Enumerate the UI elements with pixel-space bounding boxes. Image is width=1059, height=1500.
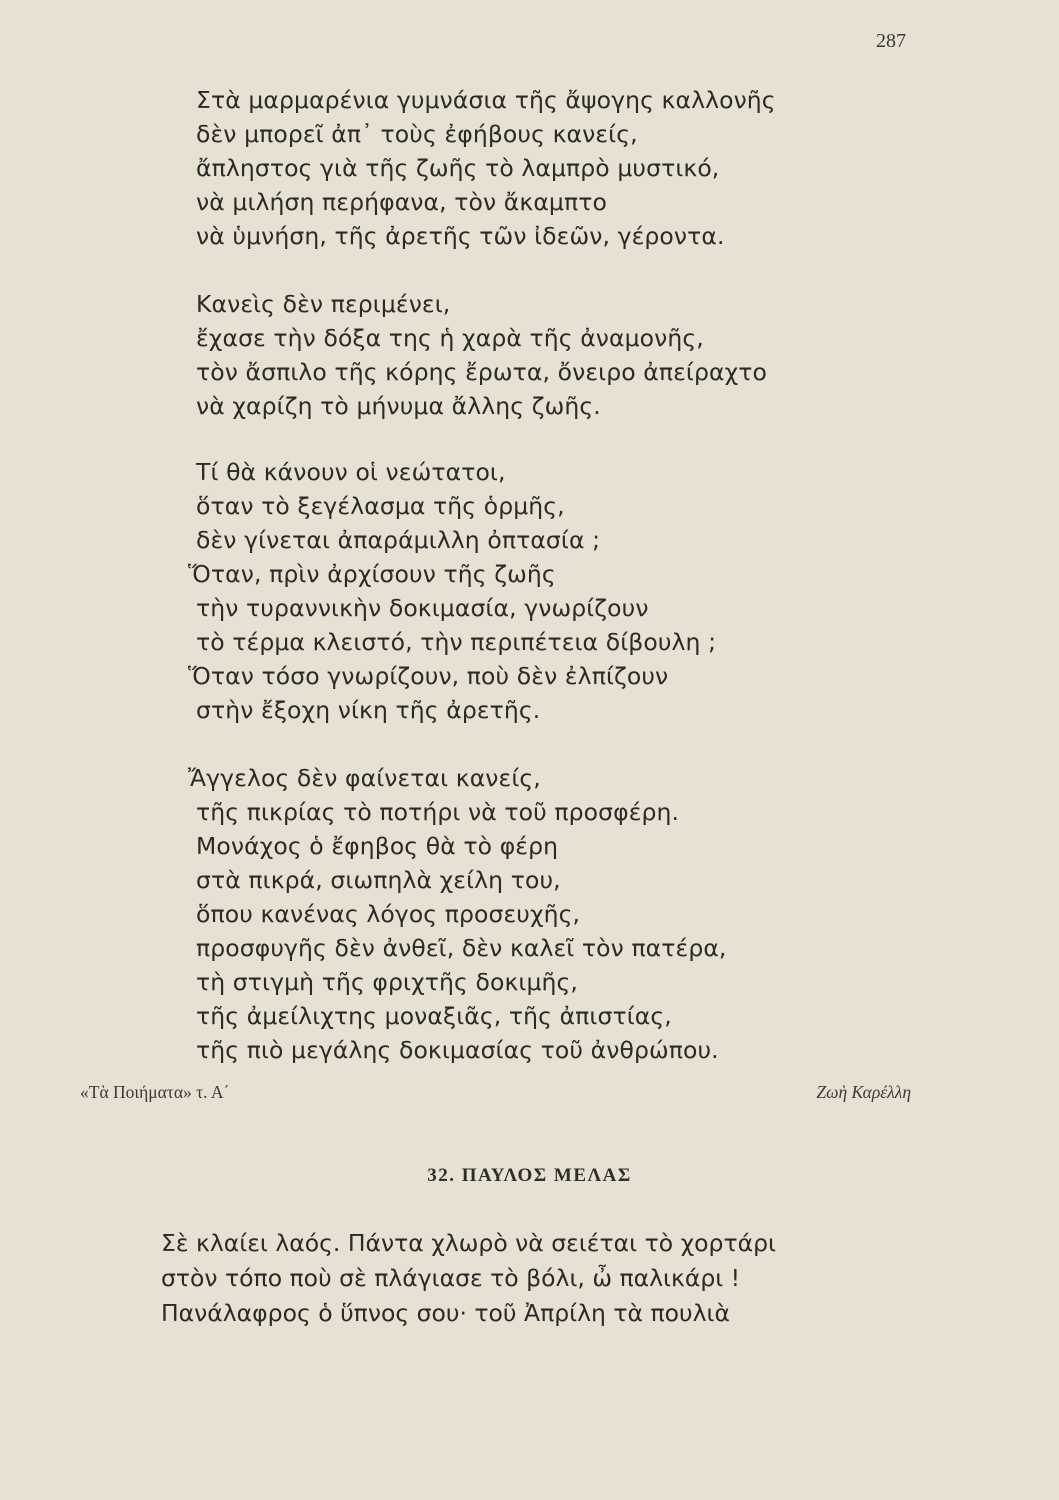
poem-line: Ὅταν τόσο γνωρίζουν, ποὺ δὲν ἐλπίζουν <box>188 662 669 690</box>
poem-line: τὴν τυραννικὴν δοκιμασία, γνωρίζουν <box>196 594 649 622</box>
poem-line: Κανεὶς δὲν περιμένει, <box>196 290 451 318</box>
poem-line: Σὲ κλαίει λαός. Πάντα χλωρὸ νὰ σειέται τὸ χορτάρι <box>161 1229 776 1257</box>
poem-line: στὰ πικρά, σιωπηλὰ χείλη του, <box>196 866 561 894</box>
poem-line: ὅταν τὸ ξεγέλασμα τῆς ὁρμῆς, <box>196 492 565 520</box>
poem-line: Τί θὰ κάνουν οἱ νεώτατοι, <box>196 458 506 486</box>
poem-line: ἄπληστος γιὰ τῆς ζωῆς τὸ λαμπρὸ μυστικό, <box>196 154 720 182</box>
section-title: 32. ΠΑΥΛΟΣ ΜΕΛΑΣ <box>427 1165 632 1186</box>
poem-line: Μονάχος ὁ ἔφηβος θὰ τὸ φέρη <box>196 832 559 860</box>
poem-line: Ἄγγελος δὲν φαίνεται κανείς, <box>188 764 541 792</box>
poem-line: στὴν ἔξοχη νίκη τῆς ἀρετῆς. <box>196 696 541 724</box>
poem-line: τῆς ἀμείλιχτης μοναξιᾶς, τῆς ἀπιστίας, <box>196 1002 672 1030</box>
stanza-3 <box>188 455 717 727</box>
poem-source: «Τὰ Ποιήματα» τ. Α΄ <box>80 1082 230 1102</box>
poem-line: δὲν γίνεται ἀπαράμιλλη ὀπτασία ; <box>196 526 601 554</box>
page-number: 287 <box>876 30 906 52</box>
poem-line: νὰ ὑμνήση, τῆς ἀρετῆς τῶν ἰδεῶν, γέροντα. <box>196 222 725 250</box>
stanza-4 <box>188 761 727 1067</box>
poem-line: τὸν ἄσπιλο τῆς κόρης ἔρωτα, ὄνειρο ἀπείραχτο <box>196 358 767 386</box>
poem-author: Ζωὴ Καρέλλη <box>816 1082 911 1102</box>
stanza-1 <box>196 83 776 253</box>
poem-line: Ὅταν, πρὶν ἀρχίσουν τῆς ζωῆς <box>188 560 556 588</box>
poem-line: δὲν μπορεῖ ἀπ᾽ τοὺς ἐφήβους κανείς, <box>196 120 638 148</box>
poem-line: τὴ στιγμὴ τῆς φριχτῆς δοκιμῆς, <box>196 968 578 996</box>
poem-line: τὸ τέρμα κλειστό, τὴν περιπέτεια δίβουλη ; <box>196 628 717 656</box>
poem-line: τῆς πικρίας τὸ ποτήρι νὰ τοῦ προσφέρη. <box>196 798 680 826</box>
stanza-2 <box>196 287 767 423</box>
poem-line: νὰ μιλήση περήφανα, τὸν ἄκαμπτο <box>196 188 607 216</box>
stanza-5 <box>161 1226 776 1331</box>
poem-line: στὸν τόπο ποὺ σὲ πλάγιασε τὸ βόλι, ὦ παλικάρι ! <box>161 1264 741 1292</box>
poem-line: ἔχασε τὴν δόξα της ἡ χαρὰ τῆς ἀναμονῆς, <box>196 324 704 352</box>
poem-line: νὰ χαρίζη τὸ μήνυμα ἄλλης ζωῆς. <box>196 392 601 420</box>
poem-line: τῆς πιὸ μεγάλης δοκιμασίας τοῦ ἀνθρώπου. <box>196 1036 719 1064</box>
poem-line: Πανάλαφρος ὁ ὕπνος σου· τοῦ Ἀπρίλη τὰ πουλιὰ <box>161 1299 730 1327</box>
poem-line: ὅπου κανένας λόγος προσευχῆς, <box>196 900 581 928</box>
poem-line: προσφυγῆς δὲν ἀνθεῖ, δὲν καλεῖ τὸν πατέρα, <box>196 934 727 962</box>
poem-line: Στὰ μαρμαρένια γυμνάσια τῆς ἄψογης καλλονῆς <box>196 86 776 114</box>
